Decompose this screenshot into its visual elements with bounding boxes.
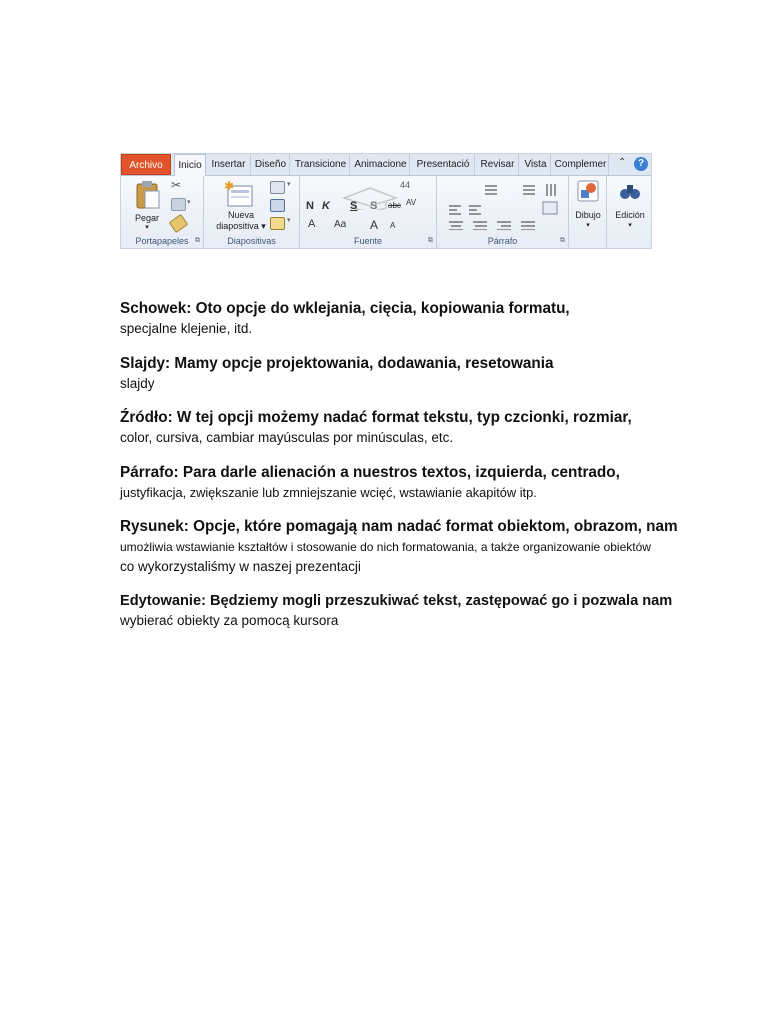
font-color-button[interactable]: A — [308, 218, 316, 230]
tab-inicio[interactable]: Inicio — [174, 154, 206, 176]
underline-button[interactable]: S — [350, 200, 358, 212]
svg-text:✱: ✱ — [224, 180, 235, 193]
entry-heading: Rysunek: Opcje, które pomagają nam nadać format obiektom, obrazom, nam — [120, 518, 678, 535]
drawing-dropdown-icon[interactable]: ▾ — [586, 222, 590, 229]
editing-dropdown-icon[interactable]: ▾ — [628, 222, 632, 229]
tab-complementos[interactable]: Complemer — [553, 154, 609, 175]
tab-revisar[interactable]: Revisar — [477, 154, 519, 175]
clipboard-launcher-icon[interactable]: ⧉ — [195, 237, 200, 244]
group-paragraph — [437, 176, 569, 248]
entry-heading: Schowek: Oto opcje do wklejania, cięcia, kopiowania formatu, — [120, 300, 570, 317]
tab-animaciones[interactable]: Animacione — [352, 154, 410, 175]
font-size-value[interactable]: 44 — [400, 180, 411, 190]
new-slide-icon[interactable] — [224, 180, 254, 208]
grow-font-button[interactable]: A — [370, 218, 379, 232]
ribbon-tab-bar — [121, 154, 651, 176]
entry-paragraph — [120, 463, 620, 503]
tab-transiciones[interactable]: Transicione — [292, 154, 350, 175]
entry-slides — [120, 354, 554, 394]
group-label-slides: Diapositivas — [227, 236, 276, 246]
group-label-paragraph: Párrafo — [487, 236, 518, 246]
entry-clipboard — [120, 299, 570, 339]
new-slide-label-line2[interactable]: diapositiva ▾ — [216, 221, 266, 231]
layout-dropdown-icon[interactable]: ▾ — [287, 181, 291, 188]
change-case-button[interactable]: Aa — [334, 219, 347, 230]
tab-presentacion[interactable]: Presentació — [412, 154, 475, 175]
group-editing — [607, 176, 652, 248]
layout-icon[interactable] — [270, 181, 285, 194]
new-slide-label-line1[interactable]: Nueva — [227, 210, 254, 220]
ribbon-body — [121, 176, 651, 248]
minimize-ribbon-icon[interactable]: ⌃ — [618, 157, 627, 168]
ribbon-screenshot — [120, 153, 652, 249]
group-label-clipboard: Portapapeles — [135, 236, 189, 246]
italic-button[interactable]: K — [322, 200, 330, 212]
paste-button-label[interactable]: Pegar — [134, 213, 160, 223]
entry-line: umożliwia wstawianie kształtów i stosowanie do nich formatowania, a także organizowanie obiektów — [120, 540, 651, 554]
cut-icon[interactable]: ✂ — [171, 178, 182, 192]
format-painter-icon[interactable] — [169, 214, 189, 233]
paste-dropdown-icon[interactable]: ▾ — [145, 224, 149, 231]
section-icon[interactable] — [270, 217, 285, 230]
group-clipboard — [121, 176, 204, 248]
strikethrough-button[interactable]: abc — [388, 201, 401, 210]
reset-slide-icon[interactable] — [270, 199, 285, 212]
editing-button-label[interactable]: Edición — [615, 210, 645, 220]
entry-line: specjalne klejenie, itd. — [120, 321, 253, 336]
drawing-shapes-icon[interactable] — [577, 180, 599, 202]
tab-insertar[interactable]: Insertar — [207, 154, 251, 175]
entry-line: slajdy — [120, 376, 155, 391]
character-spacing-button[interactable]: AV — [406, 198, 417, 207]
group-label-font: Fuente — [353, 236, 383, 246]
entry-heading: Slajdy: Mamy opcje projektowania, dodawania, resetowania — [120, 355, 554, 372]
group-font — [300, 176, 437, 248]
entry-line: color, cursiva, cambiar mayúsculas por minúsculas, etc. — [120, 430, 454, 445]
section-dropdown-icon[interactable]: ▾ — [287, 217, 291, 224]
tab-archivo[interactable]: Archivo — [121, 154, 171, 175]
entry-editing — [120, 591, 672, 631]
copy-dropdown-icon[interactable]: ▾ — [187, 199, 191, 206]
entry-line: co wykorzystaliśmy w naszej prezentacji — [120, 559, 361, 574]
entry-heading: Edytowanie: Będziemy mogli przeszukiwać tekst, zastępować go i pozwala nam — [120, 593, 673, 609]
binoculars-icon[interactable] — [619, 180, 641, 202]
entry-heading: Párrafo: Para darle alienación a nuestros textos, izquierda, centrado, — [120, 464, 620, 481]
new-slide-label-text[interactable]: diapositiva — [216, 221, 259, 231]
paragraph-buttons-icon[interactable] — [445, 180, 565, 230]
entry-line: wybierać obiekty za pomocą kursora — [120, 613, 339, 628]
bold-button[interactable]: N — [306, 200, 314, 212]
paste-icon[interactable] — [135, 180, 161, 210]
help-icon[interactable]: ? — [634, 157, 648, 171]
shadow-button[interactable]: S — [370, 200, 378, 212]
entry-heading: Źródło: W tej opcji możemy nadać format tekstu, typ czcionki, rozmiar, — [120, 409, 632, 426]
tab-vista[interactable]: Vista — [521, 154, 551, 175]
group-drawing — [569, 176, 607, 248]
entry-line: justyfikacja, zwiększanie lub zmniejszanie wcięć, wstawianie akapitów itp. — [120, 485, 537, 500]
drawing-button-label[interactable]: Dibujo — [575, 210, 601, 220]
entry-font — [120, 408, 632, 448]
copy-icon[interactable] — [171, 198, 186, 211]
paragraph-launcher-icon[interactable]: ⧉ — [560, 237, 565, 244]
shrink-font-button[interactable]: A — [390, 221, 396, 230]
entry-drawing — [120, 517, 678, 577]
font-launcher-icon[interactable]: ⧉ — [428, 237, 433, 244]
tab-diseno[interactable]: Diseño — [252, 154, 290, 175]
group-slides — [204, 176, 300, 248]
